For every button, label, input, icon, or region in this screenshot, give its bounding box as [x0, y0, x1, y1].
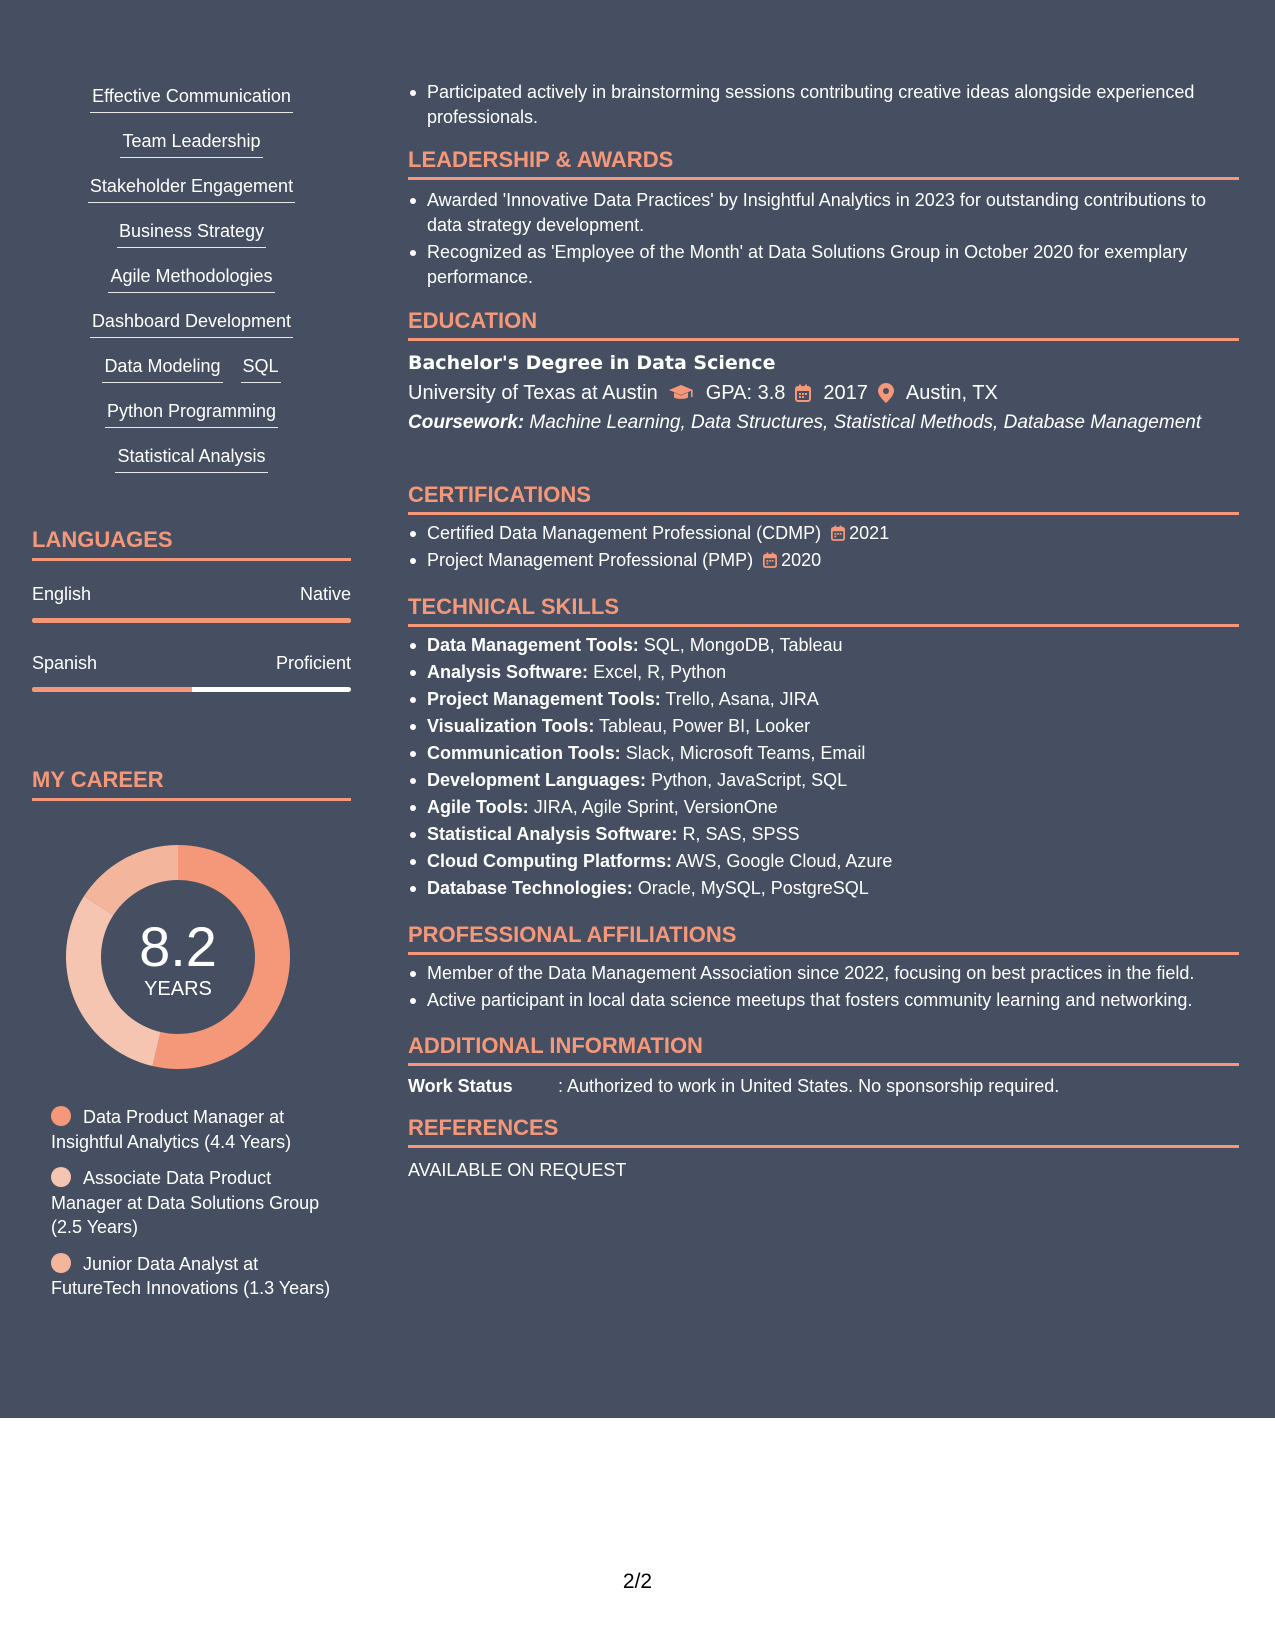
references-title: REFERENCES [408, 1114, 1239, 1148]
technical-skill-label: Statistical Analysis Software: [427, 824, 678, 844]
language-bar [32, 618, 351, 623]
skill-row [32, 444, 351, 489]
skill-tag: Dashboard Development [90, 309, 293, 338]
technical-skill-label: Agile Tools: [427, 797, 529, 817]
certification-name: Certified Data Management Professional (CDMP) [427, 523, 822, 543]
technical-skill-value: Tableau, Power BI, Looker [599, 716, 811, 736]
technical-skill-item [408, 686, 1239, 713]
career-legend-text: Junior Data Analyst at FutureTech Innovations (1.3 Years) [51, 1253, 331, 1298]
technical-skills-title: TECHNICAL SKILLS [408, 593, 1239, 627]
page-number: 2/2 [622, 1570, 653, 1593]
additional-info-title: ADDITIONAL INFORMATION [408, 1032, 1239, 1066]
school-name: University of Texas at Austin [408, 382, 658, 404]
certification-year: 2021 [849, 523, 890, 543]
career-total-unit: YEARS [144, 978, 212, 1000]
technical-skill-label: Data Management Tools: [427, 635, 639, 655]
technical-skill-label: Communication Tools: [427, 743, 621, 763]
technical-skill-item [408, 821, 1239, 848]
certifications-list [408, 520, 1239, 574]
school-location: Austin, TX [905, 382, 998, 404]
technical-skill-item [408, 713, 1239, 740]
skill-tag: Data Modeling [102, 354, 222, 383]
certifications-title: CERTIFICATIONS [408, 481, 1239, 515]
experience-bullet: Participated actively in brainstorming sessions contributing creative ideas alongside experienced professionals. [408, 80, 1239, 129]
coursework-list: Machine Learning, Data Structures, Statistical Methods, Database Management [529, 412, 1202, 433]
technical-skill-value: Python, JavaScript, SQL [651, 770, 848, 790]
certification-item [408, 520, 1239, 547]
language-name: English [32, 584, 92, 604]
degree-title: Bachelor's Degree in Data Science [408, 352, 776, 374]
technical-skill-label: Visualization Tools: [427, 716, 595, 736]
skill-row [32, 309, 351, 354]
calendar-icon [831, 525, 845, 541]
career-donut-chart [66, 845, 290, 1069]
work-status-value: : Authorized to work in United States. No sponsorship required. [558, 1076, 1060, 1096]
skill-row [32, 354, 351, 399]
education-details [408, 379, 1239, 407]
calendar-icon [795, 384, 811, 402]
languages-title: LANGUAGES [32, 526, 351, 561]
skill-row [32, 399, 351, 444]
references-section [408, 1114, 1239, 1182]
skill-tag: Team Leadership [120, 129, 262, 158]
skill-tag: SQL [241, 354, 281, 383]
technical-skill-value: R, SAS, SPSS [682, 824, 800, 844]
technical-skill-label: Development Languages: [427, 770, 647, 790]
work-status-label: Work Status [408, 1076, 513, 1096]
technical-skill-value: AWS, Google Cloud, Azure [676, 851, 893, 871]
language-item-english [32, 582, 351, 623]
certification-year: 2020 [781, 550, 822, 570]
leadership-title: LEADERSHIP & AWARDS [408, 146, 1239, 180]
language-level: Proficient [275, 653, 351, 673]
language-bar [32, 687, 351, 692]
language-bar-fill [32, 618, 351, 623]
career-legend-item [51, 1105, 341, 1154]
gpa: GPA: 3.8 [705, 382, 786, 404]
skill-tag: Business Strategy [117, 219, 266, 248]
technical-skill-value: Slack, Microsoft Teams, Email [625, 743, 866, 763]
affiliations-section [408, 921, 1239, 1014]
technical-skill-item [408, 848, 1239, 875]
language-level: Native [299, 584, 351, 604]
technical-skill-label: Analysis Software: [427, 662, 589, 682]
technical-skill-item [408, 740, 1239, 767]
career-legend-text: Associate Data Product Manager at Data Solutions Group (2.5 Years) [51, 1168, 320, 1237]
skill-row [32, 264, 351, 309]
skill-tag: Python Programming [105, 399, 278, 428]
technical-skill-value: SQL, MongoDB, Tableau [643, 635, 843, 655]
career-donut-slice-2 [84, 845, 178, 915]
legend-dot [51, 1253, 71, 1273]
affiliation-bullet: Member of the Data Management Association since 2022, focusing on best practices in the field. [408, 960, 1239, 987]
references-text: AVAILABLE ON REQUEST [408, 1160, 627, 1180]
language-bar-fill [32, 687, 192, 692]
certifications-section [408, 481, 1239, 574]
leadership-bullet: Awarded 'Innovative Data Practices' by Insightful Analytics in 2023 for outstanding contributions to data strategy development. [408, 188, 1239, 237]
coursework [408, 411, 1239, 436]
legend-dot [51, 1106, 71, 1126]
work-status-row [408, 1074, 1239, 1098]
technical-skill-value: JIRA, Agile Sprint, VersionOne [533, 797, 778, 817]
technical-skill-item [408, 794, 1239, 821]
technical-skills-list [408, 632, 1239, 902]
career-legend-item [51, 1252, 341, 1301]
education-section [408, 307, 1239, 436]
technical-skill-label: Project Management Tools: [427, 689, 661, 709]
skill-row [32, 84, 351, 129]
technical-skills-section [408, 593, 1239, 902]
skill-row [32, 174, 351, 219]
technical-skill-item [408, 659, 1239, 686]
calendar-icon [763, 552, 777, 568]
certification-name: Project Management Professional (PMP) [427, 550, 754, 570]
skill-row [32, 219, 351, 264]
graduation-cap-icon [668, 384, 694, 402]
technical-skill-item [408, 875, 1239, 902]
additional-info-section [408, 1032, 1239, 1098]
experience-continuation [408, 80, 1239, 129]
technical-skill-item [408, 632, 1239, 659]
technical-skill-value: Oracle, MySQL, PostgreSQL [637, 878, 869, 898]
skills-list [32, 84, 351, 489]
skill-tag: Stakeholder Engagement [88, 174, 295, 203]
coursework-label: Coursework: [408, 412, 525, 433]
affiliation-bullet: Active participant in local data science meetups that fosters community learning and networking. [408, 987, 1239, 1014]
career-title: MY CAREER [32, 766, 351, 801]
skill-tag: Statistical Analysis [115, 444, 267, 473]
technical-skill-label: Cloud Computing Platforms: [427, 851, 672, 871]
technical-skill-label: Database Technologies: [427, 878, 633, 898]
education-title: EDUCATION [408, 307, 1239, 341]
technical-skill-item [408, 767, 1239, 794]
legend-dot [51, 1167, 71, 1187]
skill-tag: Effective Communication [90, 84, 293, 113]
skill-row [32, 129, 351, 174]
career-total-value: 8.2 [139, 915, 217, 978]
career-legend-text: Data Product Manager at Insightful Analytics (4.4 Years) [51, 1107, 292, 1152]
technical-skill-value: Trello, Asana, JIRA [665, 689, 819, 709]
language-name: Spanish [32, 653, 98, 673]
career-legend [51, 1105, 341, 1313]
map-pin-icon [878, 383, 894, 403]
certification-item [408, 547, 1239, 574]
graduation-year: 2017 [823, 382, 868, 404]
technical-skill-value: Excel, R, Python [593, 662, 727, 682]
career-legend-item [51, 1166, 341, 1240]
skill-tag: Agile Methodologies [108, 264, 274, 293]
language-item-spanish [32, 651, 351, 692]
leadership-bullet: Recognized as 'Employee of the Month' at Data Solutions Group in October 2020 for exemplary performance. [408, 240, 1239, 289]
leadership-section [408, 146, 1239, 289]
affiliations-title: PROFESSIONAL AFFILIATIONS [408, 921, 1239, 955]
